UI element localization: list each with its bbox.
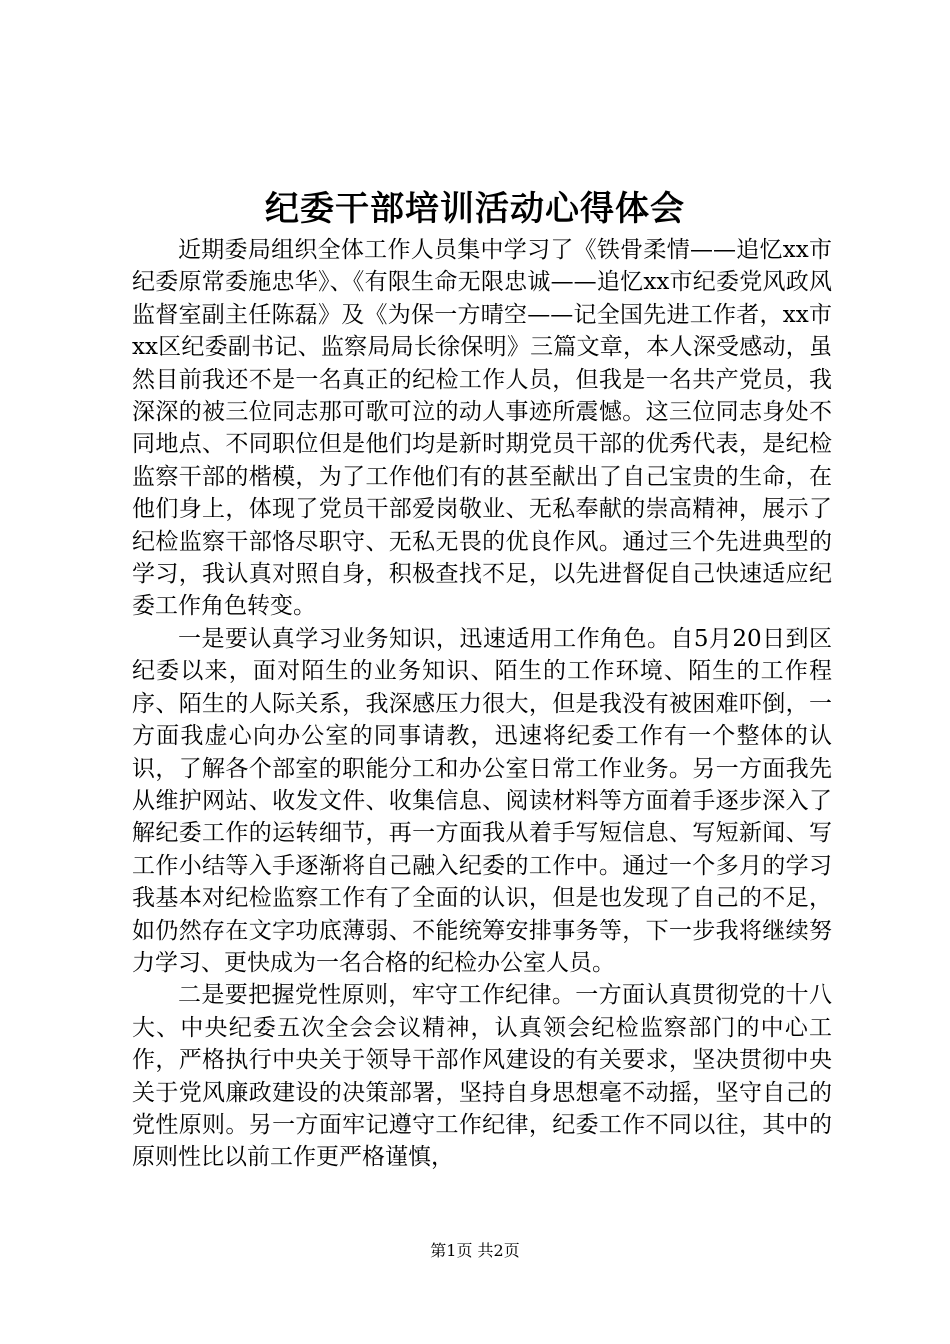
paragraph-intro: 近期委局组织全体工作人员集中学习了《铁骨柔情——追忆xx市纪委原常委施忠华》、《有限生命无限忠诚——追忆xx市纪委党风政风监督室副主任陈磊》及《为保一方晴空——记全国先进工作者，xx市xx区纪委副书记、监察局局长徐保明》三篇文章，本人深受感动，虽然目前我还不是一名真正的纪检工作人员，但我是一名共产党员，我深深的被三位同志那可歌可泣的动人事迹所震憾。这三位同志身处不同地点、不同职位但是他们均是新时期党员干部的优秀代表，是纪检监察干部的楷模，为了工作他们有的甚至献出了自己宝贵的生命，在他们身上，体现了党员干部爱岗敬业、无私奉献的崇高精神，展示了纪检监察干部恪尽职守、无私无畏的优良作风。通过三个先进典型的学习，我认真对照自身，积极查找不足，以先进督促自己快速适应纪委工作角色转变。 bbox=[132, 237, 832, 620]
document-title: 纪委干部培训活动心得体会 bbox=[265, 189, 685, 229]
paragraph-point-two: 二是要把握党性原则，牢守工作纪律。一方面认真贯彻党的十八大、中央纪委五次全会会议精神，认真领会纪检监察部门的中心工作，严格执行中央关于领导干部作风建设的有关要求，坚决贯彻中央关于党风廉政建设的决策部署，坚持自身思想毫不动摇，坚守自己的党性原则。另一方面牢记遵守工作纪律，纪委工作不同以往，其中的原则性比以前工作更严格谨慎， bbox=[132, 982, 832, 1171]
paragraph-point-one: 一是要认真学习业务知识，迅速适用工作角色。自5月20日到区纪委以来，面对陌生的业务知识、陌生的工作环境、陌生的工作程序、陌生的人际关系，我深感压力很大，但是我没有被困难吓倒，一方面我虚心向办公室的同事请教，迅速将纪委工作有一个整体的认识，了解各个部室的职能分工和办公室日常工作业务。另一方面我先从维护网站、收发文件、收集信息、阅读材料等方面着手逐步深入了解纪委工作的运转细节，再一方面我从着手写短信息、写短新闻、写工作小结等入手逐渐将自己融入纪委的工作中。通过一个多月的学习我基本对纪检监察工作有了全面的认识，但是也发现了自己的不足，如仍然存在文字功底薄弱、不能统筹安排事务等，下一步我将继续努力学习、更快成为一名合格的纪检办公室人员。 bbox=[132, 625, 832, 976]
page-number-footer: 第1页 共2页 bbox=[430, 1241, 520, 1260]
document-body bbox=[132, 234, 832, 1174]
